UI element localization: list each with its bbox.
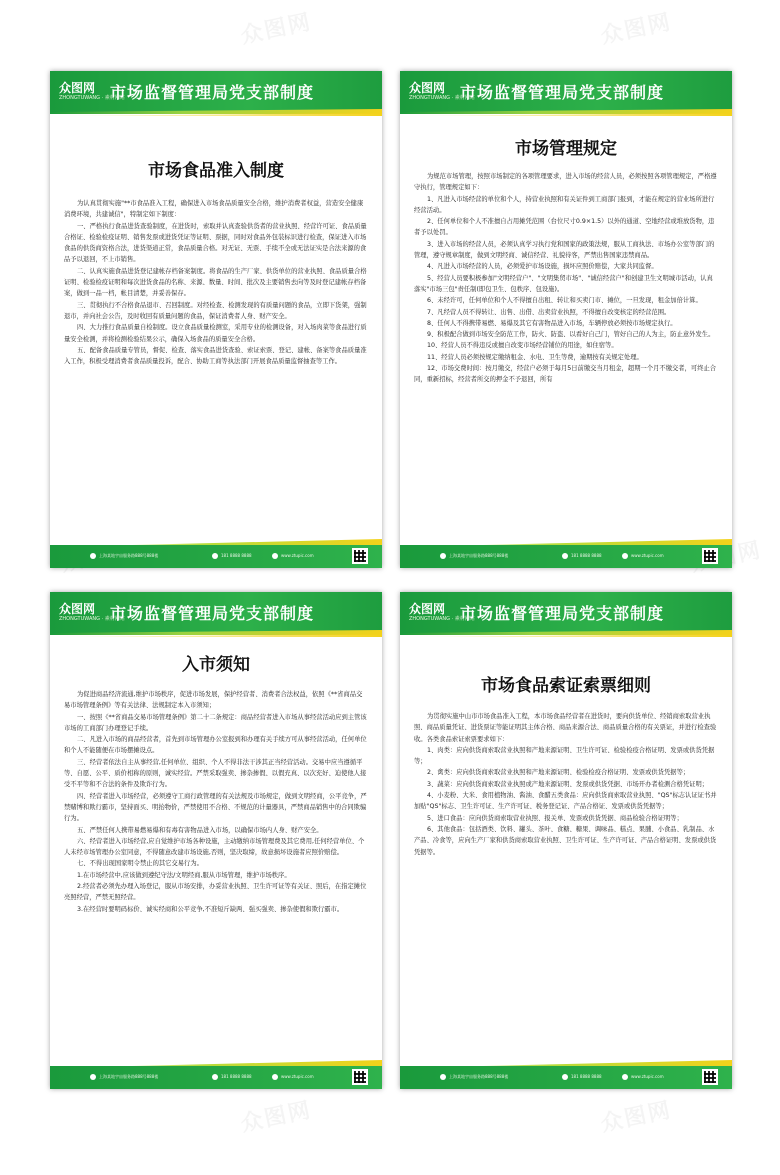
paragraph: 1、肉类：应向供货商索取营业执照和产地来源证明、卫生许可证、检验检疫合格证明、发票或供货凭据等； — [414, 746, 715, 766]
paragraph: 五、严禁任何人携带易燃易爆和有毒有害物品进入市场，以确保市场内人身、财产安全。 — [77, 826, 323, 834]
poster-footer — [400, 1066, 732, 1089]
logo-text: 众图网 — [409, 602, 446, 616]
footer-phone — [212, 553, 252, 559]
logo — [409, 79, 475, 105]
paragraph: 6、其他食品：包括酒类、饮料、罐头、茶叶、食糖、糖果、调味品、糕点、果脯、小食品、乳制品、水产品、冷食等，应向生产厂家和供货商索取营业执照、卫生许可证、生产许可证、产品合格证明、发票或供货凭据等。 — [414, 825, 717, 856]
paragraph: 9、积极配合做到市场安全防范工作，防火、防盗、以看好自己门，管好自己的人为主，防止意外发生。 — [427, 331, 715, 339]
website-text: www.ztupic.com — [631, 553, 664, 558]
footer-website — [272, 553, 314, 559]
logo-subtext: ZHONGTUWANG · 素材网站 — [59, 95, 125, 101]
poster-body — [64, 119, 368, 367]
logo-text: 众图网 — [409, 81, 446, 95]
paragraph: 3、蔬菜：应向供货商索取营业执照或产地来源证明、发票或供货凭据、市场开办者检测合格凭证明； — [427, 780, 709, 788]
footer-phone — [212, 1074, 252, 1080]
logo-subtext: ZHONGTUWANG · 素材网站 — [59, 616, 125, 622]
phone-text: 181 8888 8888 — [221, 553, 252, 558]
address-text: 上海某地宇宙服务路888号888楼 — [449, 553, 509, 558]
qr-code-icon — [702, 1069, 718, 1085]
poster-food-access — [50, 71, 382, 568]
watermark-text — [238, 5, 315, 50]
logo — [409, 600, 475, 626]
paragraph-list — [414, 711, 718, 858]
website-text: www.ztupic.com — [631, 1074, 664, 1079]
poster-body — [414, 119, 718, 556]
phone-icon — [562, 1074, 568, 1080]
paragraph: 2、禽类：应向供货商索取营业执照和产地来源证明、检验检疫合格证明、发票或供货凭据等； — [427, 769, 690, 777]
address-text: 上海某地宇宙服务路888号888楼 — [99, 553, 159, 558]
footer-address — [440, 1074, 508, 1080]
paragraph: 六、经营者进入市场经营,应自觉维护市场各种设施，主动缴纳市场管理费及其它费用,任何经营单位、个人未经市场管理办公室同意，不得随意改建市场设施,否则，坚决取缔，故意损坏设施者应照价赔偿。 — [64, 837, 365, 857]
globe-icon — [272, 553, 278, 559]
phone-text: 181 8888 8888 — [571, 553, 602, 558]
phone-icon — [212, 1074, 218, 1080]
paragraph-list — [64, 689, 368, 1019]
paragraph: 四、大力推行食品质量自检制度。设立食品质量检测室，采用专业的检测设备，对入场肉菜等食品进行质量安全检测，并将检测检验结果公示，确保入场食品的质量安全合格。 — [64, 324, 367, 343]
paragraph-list — [414, 171, 718, 556]
phone-icon — [562, 553, 568, 559]
phone-text: 181 8888 8888 — [221, 1074, 252, 1079]
paragraph: 为规范市场管理，按照市场制定的各项管理要求，进入市场的经营人员，必须按照各项管理规定，严格遵守执行，管理规定如下： — [414, 173, 717, 192]
paragraph: 三、贯彻执行不合格食品退市、召回制度。对经检查、检测发现的有质量问题的食品，立即下货架，强制退市，并向社会公告，及时收回有质量问题的食品，保证消费者人身、财产安全。 — [64, 301, 367, 320]
paragraph: 5、进口食品：应向供货商索取营业执照、报关单、发票或供货凭据、商品检验合格证明等； — [427, 814, 683, 822]
location-icon — [90, 1074, 96, 1080]
footer-website — [622, 553, 664, 559]
poster-body — [414, 640, 718, 858]
poster-footer — [50, 1066, 382, 1089]
website-text: www.ztupic.com — [281, 553, 314, 558]
paragraph: 6、未经许可，任何单位和个人不得擅自出租、转让和买卖门市、摊位，一旦发现，租金加倍计算。 — [427, 297, 702, 305]
poster-market-entry-notice — [50, 592, 382, 1089]
paragraph: 五、配备食品质量专管员，督促、检查、落实食品进货查验、索证索票、登记、建帐、备案等食品质量准入工作，积极受理消费者食品质量投诉，配合、协助工商等执法部门开展食品质量监督抽查等工作。 — [64, 346, 367, 366]
poster-food-certificate-rules — [400, 592, 732, 1089]
paragraph: 七、不得出现国家明令禁止的其它交易行为。 — [77, 860, 203, 868]
paragraph: 2.经营者必须先办理入场登记，服从市场安排，办妥营业执照、卫生许可证等有关证、照后，在指定摊位亮照经营，严禁无照经营。 — [64, 883, 367, 902]
poster-title: 市场食品准入制度 — [148, 161, 284, 181]
paragraph: 一、按照《**省商品交易市场管理条例》第二十二条规定：商品经营者进入市场从事经营活动应到主管该市场的工商部门办理登记手续。 — [64, 713, 367, 732]
paragraph: 一、严格执行食品进货查验制度，在进货时，索取并认真查验供货者的营业执照、经营许可证、食品质量合格证、检验检疫证明、销售发票或进货凭证等证明、票据，同时对食品外包装标识进行检查，保证进入市场食品的供货商资格合法，进货渠道正常，食品质量合格。对无证、无票、手续不全或无法证实是合法来源的食品予以退回，不上市销售。 — [64, 222, 367, 264]
paragraph: 二、凡进入市场的商品经营者，首先到市场管理办公室报到和办理有关手续方可从事经营活动，任何单位和个人不能随便在市场摆摊设点。 — [64, 736, 367, 755]
footer-phone — [562, 553, 602, 559]
poster-footer — [400, 545, 732, 568]
paragraph: 11、经营人员必须按规定缴纳租金、水电、卫生等费，逾期按有关规定处理。 — [427, 353, 643, 361]
logo-text: 众图网 — [59, 81, 96, 95]
paragraph: 为认真贯彻实施"**市食品准入工程，确保进入市场食品质量安全合格，维护消费者权益，营造安全健康消费环境，共建诚信"，特制定如下制度： — [64, 200, 364, 219]
logo-subtext: ZHONGTUWANG · 素材网站 — [409, 616, 475, 622]
paragraph: 10、经营人员不得违反或擅自改变市场经营铺位的用途，如住宿等。 — [427, 342, 618, 350]
paragraph: 1.在市场经营中,应该做到遵纪守法/文明经商,服从市场管理，维护市场秩序。 — [77, 871, 291, 879]
location-icon — [90, 553, 96, 559]
paragraph: 12、市场交费时间：按月缴交，经营户必须于每月5日前缴交当月租金，超期一个月不缴交者，可终止合同，重新招标，经营者所交的押金不予退回，所有 — [414, 365, 717, 384]
globe-icon — [272, 1074, 278, 1080]
footer-address — [440, 553, 508, 559]
paragraph: 为贯彻实施中山市市场食品准入工程，本市场食品经营者在进货时，要向供货单位、经销商索取营业执照、商品质量凭证、进货票证等能证明其主体合格、商品来源合法、商品质量合格的有关票证，并进行检查验收。各类食品索证索票要求如下： — [414, 713, 717, 743]
website-text: www.ztupic.com — [281, 1074, 314, 1079]
paragraph: 7、凡经营人员不得转让、出售、出借、出卖营业执照，不得擅自改变核定的经营范围。 — [427, 308, 671, 316]
footer-address — [90, 553, 158, 559]
footer-website — [272, 1074, 314, 1080]
globe-icon — [622, 553, 628, 559]
paragraph: 2、任何单位和个人不准擅自占用摊凭范围（台位尺寸0.9×1.5）以外的通道、空地经营或堆放货物，违者予以处罚。 — [414, 218, 715, 237]
location-icon — [440, 1074, 446, 1080]
header-title: 市场监督管理局党支部制度 — [460, 604, 665, 623]
watermark-text — [238, 1093, 315, 1138]
qr-code-icon — [352, 1069, 368, 1085]
poster-title: 入市须知 — [182, 655, 250, 675]
footer-phone — [562, 1074, 602, 1080]
paragraph: 3.在经营时要明码标价、诚实经商和公平竞争,不准短斤缺两、强买强卖、掺杂使假和欺行霸市。 — [77, 905, 344, 913]
paragraph: 二、认真实施食品进货登记建帐存档备案制度。将食品的生产厂家、供货单位的营业执照、食品质量合格证明、检验检疫证明和每次进货食品的名称、来源、数量、时间、批次及主要销售去向等及时登记建帐存档备案，做到一品一档，帐目清楚，并妥善保存。 — [64, 267, 367, 298]
paragraph: 5、经营人员要积极参加"文明经营户"、"文明集贸市场"、"诚信经营户"和创建卫生文明城市活动，认真落实"市场三包"责任制(即包卫生、包秩序、包设施)。 — [414, 274, 713, 293]
poster-body — [64, 640, 368, 1019]
header-title: 市场监督管理局党支部制度 — [110, 604, 315, 623]
poster-title: 市场食品索证索票细则 — [481, 676, 651, 696]
paragraph: 1、凡进入市场经营的单位和个人，持营业执照和有关证件到工商部门报到，才能在规定的营业场所进行经营活动。 — [414, 195, 715, 214]
logo — [59, 79, 125, 105]
poster-market-rules — [400, 71, 732, 568]
paragraph-list — [64, 198, 368, 367]
phone-icon — [212, 553, 218, 559]
paragraph: 为促进商品经济流通,维护市场秩序，促进市场发展，保护经营者、消费者合法权益，依照《**省商品交易市场管理条例》等有关法律、法规制定本入市须知； — [64, 691, 363, 710]
header-title: 市场监督管理局党支部制度 — [110, 83, 315, 102]
footer-address — [90, 1074, 158, 1080]
logo-text: 众图网 — [59, 602, 96, 616]
paragraph: 4、凡进入市场经营的人员，必须爱护市场设施，损坏应照价赔偿，大家共同监督。 — [427, 263, 658, 271]
paragraph: 4、小麦粉、大米、食用植物油、酱油、食醋五类食品：应向供货商索取营业执照、"QS"标志认证证书并加贴"QS"标志、卫生许可证、生产许可证、税务登记证、产品合格证、发票或供货凭据等； — [414, 792, 717, 811]
globe-icon — [622, 1074, 628, 1080]
location-icon — [440, 553, 446, 559]
footer-website — [622, 1074, 664, 1080]
paragraph: 三、经营者依法自主从事经营,任何单位、组织、个人不得非法干涉其正当经营活动。交易中应当遵循平等、自愿、公平、质价相称的原则，诚实经营。严禁采取强卖、掺杂掺假、以假充真、以次充好、迫使他人接受不平等和不合法的条件及欺诈行为。 — [64, 758, 367, 789]
header-title: 市场监督管理局党支部制度 — [460, 83, 665, 102]
address-text: 上海某地宇宙服务路888号888楼 — [99, 1074, 159, 1079]
watermark-text — [598, 1093, 675, 1138]
poster-footer — [50, 545, 382, 568]
address-text: 上海某地宇宙服务路888号888楼 — [449, 1074, 509, 1079]
phone-text: 181 8888 8888 — [571, 1074, 602, 1079]
qr-code-icon — [702, 548, 718, 564]
poster-title: 市场管理规定 — [515, 139, 617, 159]
logo — [59, 600, 125, 626]
paragraph: 3、进入市场的经营人员，必须认真学习执行党和国家的政策法规，服从工商执法、市场办公室等部门的管理，遵守规章制度，做到文明经商、诚信经营、礼貌待客，严禁出售国家违禁商品。 — [414, 240, 715, 260]
logo-subtext: ZHONGTUWANG · 素材网站 — [409, 95, 475, 101]
watermark-text — [598, 5, 675, 50]
qr-code-icon — [352, 548, 368, 564]
paragraph: 8、任何人不得携带易燃、易爆及其它有害物品进入市场，车辆停放必须按市场规定执行。 — [427, 319, 677, 327]
paragraph: 四、经营者进入市场经营，必须遵守工商行政管理的有关法规及市场规定，做到文明经商，公平竞争，严禁赌博和欺行霸市，坚持面买、明抬物价，严禁使用不合格、不规范的计量器具，严禁商品销售中的合同欺骗行为。 — [64, 792, 367, 823]
